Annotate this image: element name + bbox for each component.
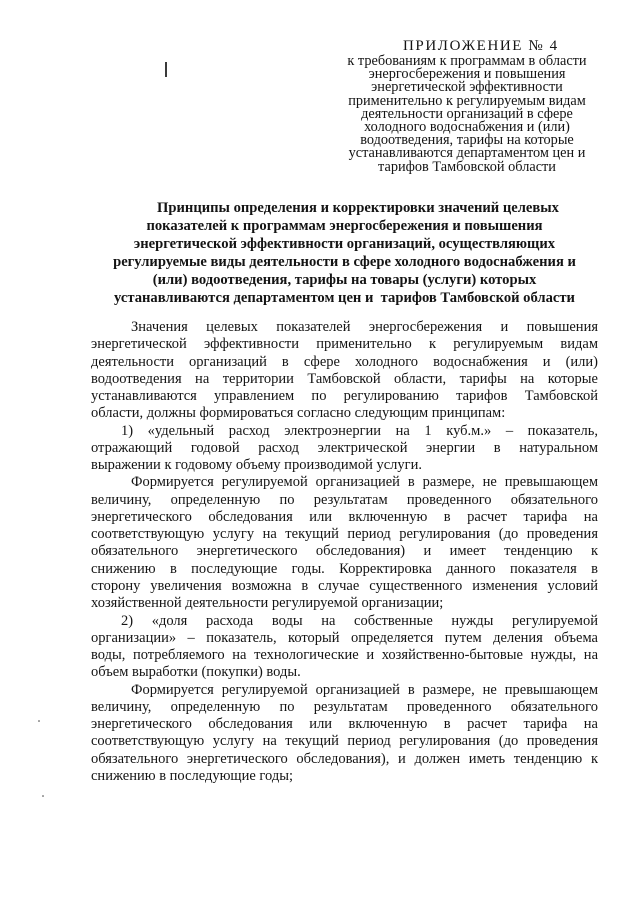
paragraph-line: устанавливаются управлением по регулированию тарифов Тамбовской xyxy=(91,388,598,405)
document-body xyxy=(91,319,598,785)
paragraph-line: энергетического обследования или включенную в расчет тарифа на xyxy=(91,716,598,733)
appendix-caption-line: деятельности организаций в сфере xyxy=(361,105,573,122)
appendix-caption-line: холодного водоснабжения и (или) xyxy=(364,119,570,136)
scan-speck xyxy=(38,720,40,722)
paragraph-item-2-details xyxy=(91,682,598,786)
appendix-caption-line: тарифов Тамбовской области xyxy=(378,158,556,175)
paragraph-line: водоотведения на территории Тамбовской области, тарифы на которые xyxy=(91,370,598,387)
paragraph-line: сторону увеличения возможна в случае существенного изменения условий xyxy=(91,577,598,594)
paragraph-line: энергетической эффективности применительно к регулируемым видам xyxy=(91,336,598,353)
paragraph-line: величину, определенную по результатам проведенного обязательного xyxy=(91,698,598,715)
paragraph-line: объем выработки (покупки) воды. xyxy=(91,664,301,681)
paragraph-line: деятельности организаций в сфере холодного водоснабжения и (или) xyxy=(91,353,598,370)
paragraph-line: воды, потребляемого на технологические и хозяйственно-бытовые нужды, на xyxy=(91,647,598,664)
document-title-line: энергетической эффективности организаций, осуществляющих xyxy=(133,236,556,252)
appendix-caption xyxy=(327,55,607,174)
paragraph-line: соответствующую услугу на текущий период регулирования (до проведения xyxy=(91,526,598,543)
paragraph-line: области, должны формироваться согласно следующим принципам: xyxy=(91,405,506,422)
paragraph-line: обязательного энергетического обследования) и имеет тенденцию к xyxy=(91,543,598,560)
appendix-caption-line: энергосбережения и повышения xyxy=(368,66,566,83)
paragraph-item-1-details xyxy=(91,474,598,612)
document-title-line: (или) водоотведения, тарифы на товары (услуги) которых xyxy=(152,272,537,288)
document-title-line: Принципы определения и корректировки значений целевых xyxy=(157,200,559,216)
document-title-line: показателей к программам энергосбережения и повышения xyxy=(146,218,543,234)
paragraph-line: выражении к годовому объему производимой услуги. xyxy=(91,457,422,474)
paragraph-line: снижению в последующие годы; xyxy=(91,767,293,784)
paragraph-line: Формируется регулируемой организацией в размере, не превышающем xyxy=(131,474,598,491)
appendix-caption-line: устанавливаются департаментом цен и xyxy=(348,145,586,162)
paragraph-line: отражающий годовой расход электрической энергии в натуральном xyxy=(91,439,598,456)
document-title-line: регулируемые виды деятельности в сфере холодного водоснабжения и xyxy=(113,254,576,270)
scan-speck xyxy=(42,795,44,797)
appendix-caption-line: энергетической эффективности xyxy=(371,79,563,96)
paragraph-line: обязательного энергетического обследования), и должен иметь тенденцию к xyxy=(91,750,598,767)
appendix-caption-line: применительно к регулируемым видам xyxy=(348,92,586,109)
paragraph-line: Значения целевых показателей энергосбережения и повышения xyxy=(131,319,598,335)
paragraph-line: энергетического обследования или включенную в расчет тарифа на xyxy=(91,508,598,525)
appendix-label: ПРИЛОЖЕНИЕ № 4 xyxy=(403,38,559,54)
scan-mark xyxy=(165,62,167,77)
paragraph-line: Формируется регулируемой организацией в размере, не превышающем xyxy=(131,681,598,698)
paragraph-line: хозяйственной деятельности регулируемой организации; xyxy=(91,595,444,612)
paragraph-line: 2) «доля расхода воды на собственные нужды регулируемой xyxy=(121,612,598,629)
paragraph-line: соответствующую услугу на текущий период регулирования (до проведения xyxy=(91,733,598,750)
appendix-caption-line: к требованиям к программам в области xyxy=(347,53,587,69)
paragraph-line: организации» – показатель, который определяется путем деления объема xyxy=(91,629,598,646)
document-title xyxy=(91,199,598,307)
paragraph-line: величину, определенную по результатам проведенного обязательного xyxy=(91,491,598,508)
paragraph-intro xyxy=(91,319,598,423)
document-title-line: устанавливаются департаментом цен и тарифов Тамбовской области xyxy=(114,290,575,306)
appendix-caption-line: водоотведения, тарифы на которые xyxy=(360,132,574,149)
paragraph-item-1 xyxy=(91,423,598,475)
paragraph-line: снижению в последующие годы. Корректировка данного показателя в xyxy=(91,560,598,577)
paragraph-item-2 xyxy=(91,613,598,682)
paragraph-line: 1) «удельный расход электроэнергии на 1 куб.м.» – показатель, xyxy=(121,422,598,439)
